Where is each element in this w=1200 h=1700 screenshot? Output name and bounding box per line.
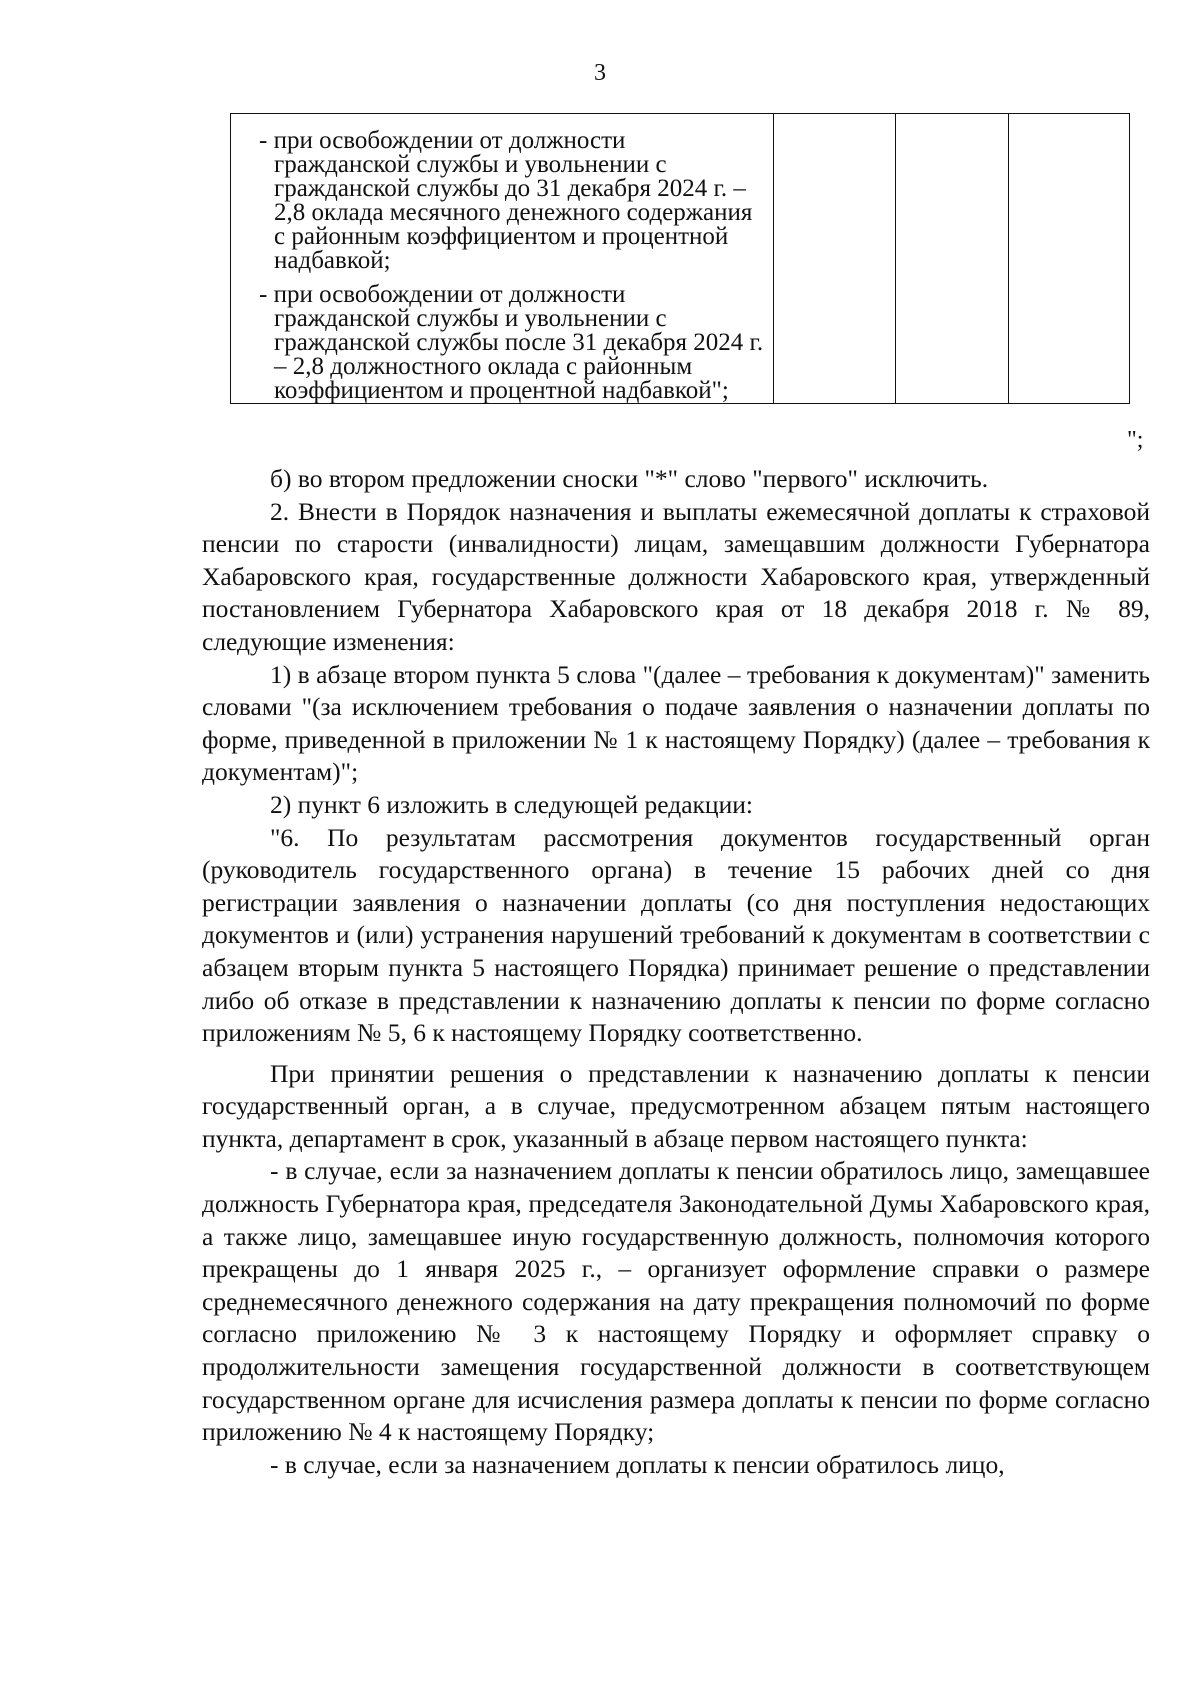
- table-cell-empty: [774, 114, 896, 404]
- paragraph: б) во втором предложении сноски "*" слово "первого" исключить.: [270, 464, 989, 493]
- document-body: [202, 463, 1150, 1481]
- amendment-table: [230, 113, 1130, 404]
- table-cell-empty: [1009, 114, 1130, 404]
- table-list-item: - при освобождении от должности гражданской службы и увольнении с гражданской службы после 31 декабря 2024 г. – 2,8 должностного оклада с районным коэффициентом и процентной надбавкой";: [259, 281, 764, 404]
- paragraph: 2) пункт 6 изложить в следующей редакции:: [270, 789, 753, 819]
- table-closing-quote: ";: [1127, 427, 1144, 453]
- page-number: 3: [594, 60, 606, 86]
- table-row: [231, 114, 1130, 404]
- paragraph: - в случае, если за назначением доплаты к пенсии обратилось лицо, замещавшее должность Губернатора края, председателя Законодательной Думы Хабаровского края, а также лицо, замещавшее иную государственную должность, полномочия которого прекращены до 1 января 2025 г., – организует оформление справки о размере среднемесячного денежного содержания на дату прекращения полномочий по форме согласно приложению № 3 к настоящему Порядку и оформляет справку о продолжительности замещения государственной должности в соответствующем государственном органе для исчисления размера доплаты к пенсии по форме согласно приложению № 4 к настоящему Порядку;: [202, 1156, 1150, 1447]
- paragraph: 1) в абзаце втором пункта 5 слова "(далее – требования к документам)" заменить словами "(за исключением требования о подаче заявления о назначении доплаты по форме, приведенной в приложении № 1 к настоящему Порядку) (далее – требования к документам)";: [202, 659, 1150, 787]
- table-cell-empty: [896, 114, 1009, 404]
- paragraph: При принятии решения о представлении к назначению доплаты к пенсии государственный орган, а в случае, предусмотренном абзацем пятым настоящего пункта, департамент в срок, указанный в абзаце первом настоящего пункта:: [202, 1058, 1150, 1153]
- paragraph: 2. Внести в Порядок назначения и выплаты ежемесячной доплаты к страховой пенсии по старости (инвалидности) лицам, замещавшим должности Губернатора Хабаровского края, государственные должности Хабаровского края, утвержденный постановлением Губернатора Хабаровского края от 18 декабря 2018 г. № 89, следующие изменения:: [202, 496, 1150, 656]
- table-list-item: - при освобождении от должности гражданской службы и увольнении с гражданской службы до 31 декабря 2024 г. – 2,8 оклада месячного денежного содержания с районным коэффициентом и процентной надбавкой;: [259, 127, 753, 274]
- paragraph: "6. По результатам рассмотрения документов государственный орган (руководитель государственного органа) в течение 15 рабочих дней со дня регистрации заявления о назначении доплаты (со дня поступления недостающих документов и (или) устранения нарушений требований к документам в соответствии с абзацем вторым пункта 5 настоящего Порядка) принимает решение о представлении либо об отказе в представлении к назначению доплаты к пенсии по форме согласно приложениям № 5, 6 к настоящему Порядку соответственно.: [202, 822, 1150, 1048]
- table-cell-text: [231, 114, 774, 404]
- paragraph: - в случае, если за назначением доплаты к пенсии обратилось лицо,: [270, 1449, 1005, 1479]
